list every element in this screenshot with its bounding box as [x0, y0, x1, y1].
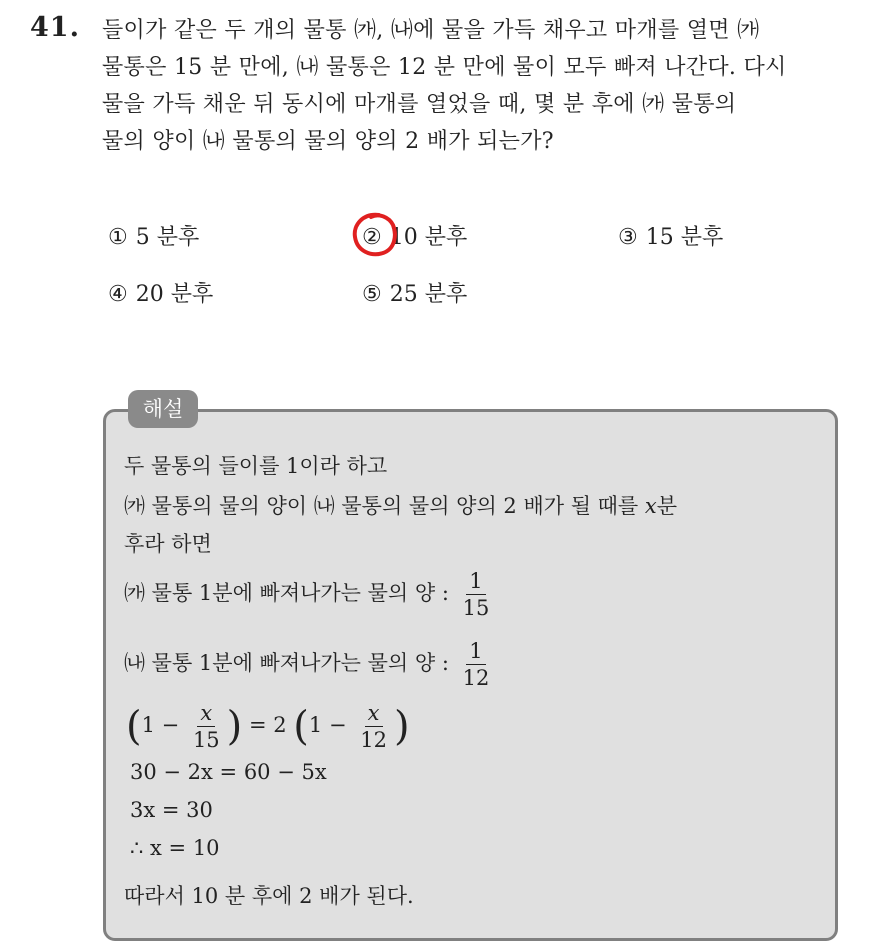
choice-number: ② [362, 225, 382, 250]
denominator: 15 [462, 596, 490, 620]
choice-label: 10 분후 [389, 225, 468, 250]
numerator: x [365, 700, 383, 727]
paren: ) [393, 703, 410, 750]
choice-2[interactable] [362, 220, 467, 251]
eq-text: = 2 [248, 713, 287, 737]
fraction [460, 568, 493, 621]
choice-4[interactable] [108, 277, 213, 308]
equation-3: 3x = 30 [130, 798, 213, 822]
paren: ) [226, 703, 243, 750]
choice-label: 25 분후 [389, 282, 468, 307]
rate-b [124, 638, 496, 691]
choice-number: ④ [108, 282, 128, 307]
choice-label: 15 분후 [645, 225, 724, 250]
fraction [357, 700, 390, 753]
denominator: 15 [192, 728, 220, 752]
choice-number: ⑤ [362, 282, 382, 307]
solution-tag: 해설 [128, 390, 198, 428]
question-line: 물의 양이 ㈏ 물통의 물의 양의 2 배가 되는가? [102, 129, 554, 154]
question-text [102, 12, 862, 160]
choice-label: 20 분후 [135, 282, 214, 307]
paren: ( [293, 703, 309, 750]
eq-text: 1 − [141, 713, 180, 737]
fraction [190, 700, 223, 753]
fraction [460, 638, 493, 691]
denominator: 12 [360, 728, 387, 752]
choice-1[interactable] [108, 220, 199, 251]
paren: ( [126, 703, 142, 750]
choice-label: 5 분후 [135, 225, 200, 250]
solution-line-3: 후라 하면 [124, 532, 212, 556]
solution-text: 분 [656, 494, 678, 518]
eq-text: 1 − [308, 713, 347, 737]
numerator: x [197, 700, 215, 727]
numerator: 1 [466, 638, 485, 665]
equation-1 [126, 700, 410, 753]
numerator: 1 [466, 568, 485, 595]
conclusion: 따라서 10 분 후에 2 배가 된다. [124, 884, 414, 908]
equation-4: ∴ x = 10 [130, 836, 220, 860]
solution-text: ㈎ 물통의 물의 양이 ㈏ 물통의 물의 양의 2 배가 될 때를 [124, 494, 645, 518]
choice-5[interactable] [362, 277, 467, 308]
choice-number: ① [108, 225, 128, 250]
rate-label: ㈏ 물통 1분에 빠져나가는 물의 양 : [124, 651, 449, 675]
denominator: 12 [462, 666, 490, 690]
question-number: 41. [30, 12, 80, 43]
question-line: 들이가 같은 두 개의 물통 ㈎, ㈏에 물을 가득 채우고 마개를 열면 ㈎ [102, 18, 760, 43]
math-variable: x [644, 494, 657, 518]
equation-2: 30 − 2x = 60 − 5x [130, 760, 327, 784]
solution-line-1: 두 물통의 들이를 1이라 하고 [124, 454, 388, 478]
rate-label: ㈎ 물통 1분에 빠져나가는 물의 양 : [124, 581, 449, 605]
choice-3[interactable] [618, 220, 723, 251]
solution-line-2 [124, 490, 677, 520]
question-line: 물통은 15 분 만에, ㈏ 물통은 12 분 만에 물이 모두 빠져 나간다. 다시 [102, 55, 787, 80]
rate-a [124, 568, 496, 621]
choice-number: ③ [618, 225, 638, 250]
question-line: 물을 가득 채운 뒤 동시에 마개를 열었을 때, 몇 분 후에 ㈎ 물통의 [102, 92, 737, 117]
